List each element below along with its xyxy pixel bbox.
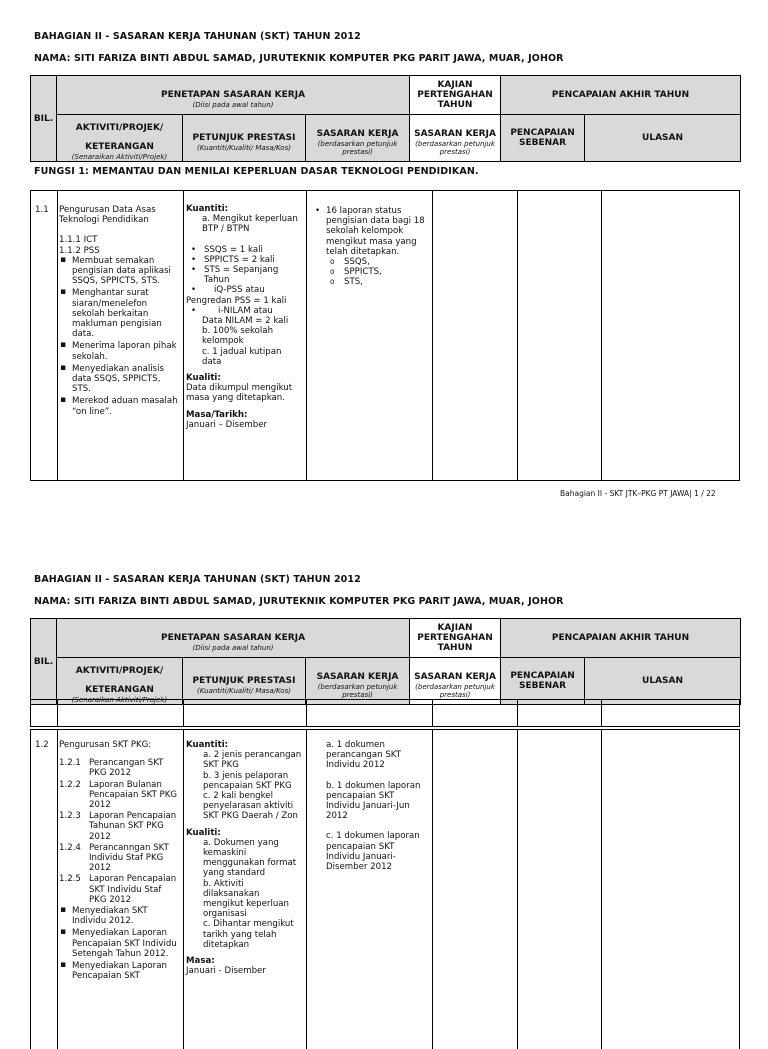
kuantiti-item: b. 3 jenis pelaporan pencapaian SKT PKG [203, 770, 292, 791]
list-item: 1.2.1 Perancangan SKT PKG 2012 [59, 758, 164, 779]
list-item: o STS, [330, 277, 428, 287]
row2-bullet-list [59, 906, 181, 981]
list-item: • SPPICTS = 2 kali [186, 255, 302, 265]
list-item: ▪ Menghantar surat siaran/menelefon sekolah berkaitan makluman pengisian data. [59, 288, 179, 339]
bil-header: BIL. [31, 76, 57, 162]
list-item: 1.2.5 Laporan Pencapaian SKT Individu Staf PKG 2012 [59, 874, 177, 905]
kuantiti-list-2 [186, 285, 302, 295]
list-item: • iQ-PSS atau [186, 285, 302, 295]
list-item: • i-NILAM atau [186, 306, 302, 316]
kuantiti-list-3 [186, 306, 302, 316]
row1-sasaran [310, 206, 428, 288]
list-item: o SSQS, [330, 257, 428, 267]
kuantiti-label: Kuantiti: [186, 204, 229, 214]
pencapaian-sebenar-header: PENCAPAIAN SEBENAR [501, 115, 585, 162]
kuantiti-item: a. 2 jenis perancangan SKT PKG [203, 750, 302, 771]
sasaran-list [310, 206, 428, 288]
penetapan-header: PENETAPAN SASARAN KERJA (Diisi pada awal tahun) [57, 76, 410, 115]
list-item: ▪ Membuat semakan pengisian data aplikasi SSQS, SPPICTS, STS. [59, 256, 179, 287]
row2-numbered-list [59, 758, 181, 905]
kuantiti-item: Pengredan PSS = 1 kali [186, 295, 287, 306]
list-item: ▪ Menyediakan SKT Individu 2012. [59, 906, 181, 926]
page2-header-table [30, 618, 741, 705]
sasaran-header: SASARAN KERJA (berdasarkan petunjuk prestasi) [306, 658, 410, 705]
row1-bullet-list [59, 256, 179, 417]
fungsi-heading: FUNGSI 1: MEMANTAU DAN MENILAI KEPERLUAN DASAR TEKNOLOGI PENDIDIKAN. [34, 166, 479, 177]
ulasan-header: ULASAN [585, 658, 741, 705]
kuantiti-item: b. 100% sekolah kelompok [202, 326, 274, 347]
kualiti-label: Kualiti: [186, 827, 221, 838]
aktiviti-header: AKTIVITI/PROJEK/ KETERANGAN (Senaraikan Aktiviti/Projek) [57, 115, 183, 162]
aktiviti-header: AKTIVITI/PROJEK/ KETERANGAN (Senaraikan Aktiviti/Projek) [57, 658, 183, 705]
sasaran2-header: SASARAN KERJA (berdasarkan petunjuk prestasi) [410, 115, 501, 162]
row2-bil: 1.2 [35, 740, 49, 750]
list-item: ▪ Merekod aduan masalah “on line”. [59, 396, 179, 416]
row2-petunjuk [186, 740, 302, 976]
kualiti-item: a. Dokumen yang kemaskini menggunakan format yang standard [203, 837, 297, 879]
pencapaian-sebenar-header: PENCAPAIAN SEBENAR [501, 658, 585, 705]
kuantiti-list [186, 245, 302, 286]
row1-bil: 1.1 [35, 205, 49, 215]
list-item: 1.2.3 Laporan Pencapaian Tahunan SKT PKG 2012 [59, 811, 177, 842]
kuantiti-item: c. 1 jadual kutipan data [202, 346, 282, 367]
list-item [310, 206, 428, 288]
page1-title: BAHAGIAN II - SASARAN KERJA TAHUNAN (SKT) TAHUN 2012 [34, 31, 361, 42]
kuantiti-item: Data NILAM = 2 kali [202, 316, 289, 327]
pencapaian-akhir-header: PENCAPAIAN AKHIR TAHUN [501, 619, 741, 658]
penetapan-header: PENETAPAN SASARAN KERJA (Diisi pada awal tahun) [57, 619, 410, 658]
list-item: ▪ Menerima laporan pihak sekolah. [59, 341, 179, 361]
masa-text: Januari – Disember [186, 419, 268, 430]
kualiti-label: Kualiti: [186, 373, 221, 384]
sasaran-header: SASARAN KERJA (berdasarkan petunjuk prestasi) [306, 115, 410, 162]
masa-label: Masa: [186, 956, 215, 967]
list-item: ▪ Menyediakan Laporan Pencapaian SKT Individu Setengah Tahun 2012. [59, 928, 181, 959]
row1-sub2: 1.1.2 PSS [59, 245, 100, 256]
kualiti-text: Data dikumpul mengikut masa yang ditetapkan. [186, 383, 293, 404]
list-item: • SSQS = 1 kali [186, 245, 302, 255]
page2-title: BAHAGIAN II - SASARAN KERJA TAHUNAN (SKT) TAHUN 2012 [34, 574, 361, 585]
sasaran-item: c. 1 dokumen laporan pencapaian SKT Individu Januari-Disember 2012 [326, 831, 420, 873]
row2-activity [59, 740, 181, 983]
row1-activity-title: Pengurusan Data Asas Teknologi Pendidikan [59, 205, 156, 226]
list-item: ▪ Menyediakan analisis data SSQS, SPPICTS, STS. [59, 364, 179, 395]
kualiti-item: b. Aktiviti dilaksanakan mengikut keperluan organisasi [203, 878, 289, 920]
petunjuk-header: PETUNJUK PRESTASI (Kuantiti/Kualiti/ Masa/Kos) [183, 115, 306, 162]
bil-header: BIL. [31, 619, 57, 705]
masa-label: Masa/Tarikh: [186, 409, 248, 420]
kuantiti-item: a. Mengikut keperluan BTP / BTPN [202, 214, 298, 235]
kajian-header: KAJIAN PERTENGAHAN TAHUN [410, 619, 501, 658]
pencapaian-akhir-header: PENCAPAIAN AKHIR TAHUN [501, 76, 741, 115]
kualiti-item: c. Dihantar mengikut tarikh yang telah ditetapkan [203, 919, 294, 950]
sasaran2-header: SASARAN KERJA (berdasarkan petunjuk prestasi) [410, 658, 501, 705]
kuantiti-item: c. 2 kali bengkel penyelarasan aktiviti SKT PKG Daerah / Zon [203, 791, 298, 822]
list-item: 1.2.4 Perancanngan SKT Individu Staf PKG 2012 [59, 842, 169, 874]
row2-activity-title: Pengurusan SKT PKG: [59, 740, 152, 750]
page1-header-table [30, 75, 741, 162]
page-footer: Bahagian II - SKT JTK–PKG PT JAWA| 1 / 22 [560, 489, 716, 498]
empty-row [30, 699, 740, 727]
kajian-header: KAJIAN PERTENGAHAN TAHUN [410, 76, 501, 115]
row1-sub1: 1.1.1 ICT [59, 235, 98, 246]
list-item: ▪ Menyediakan Laporan Pencapaian SKT [59, 961, 181, 981]
ulasan-header: ULASAN [585, 115, 741, 162]
petunjuk-header: PETUNJUK PRESTASI (Kuantiti/Kualiti/ Masa/Kos) [183, 658, 306, 705]
list-item: o SPPICTS, [330, 267, 428, 277]
row2-sasaran [326, 740, 426, 872]
masa-text: Januari - Disember [186, 966, 266, 977]
sasaran-item: a. 1 dokumen perancangan SKT Individu 2012 [326, 740, 401, 771]
row1-activity [59, 205, 179, 419]
sasaran-item: b. 1 dokumen laporan pencapaian SKT Individu Januari-Jun 2012 [326, 780, 421, 822]
list-item: • STS = Sepanjang Tahun [186, 265, 302, 285]
page1-nama: NAMA: SITI FARIZA BINTI ABDUL SAMAD, JURUTEKNIK KOMPUTER PKG PARIT JAWA, MUAR, JOHOR [34, 53, 564, 64]
sasaran-text: 16 laporan status pengisian data bagi 18 sekolah kelompok mengikut masa yang telah ditetapkan. [326, 206, 425, 257]
page2-nama: NAMA: SITI FARIZA BINTI ABDUL SAMAD, JURUTEKNIK KOMPUTER PKG PARIT JAWA, MUAR, JOHOR [34, 596, 564, 607]
row1-petunjuk [186, 204, 302, 430]
list-item: 1.2.2 Laporan Bulanan Pencapaian SKT PKG 2012 [59, 779, 178, 811]
kuantiti-label: Kuantiti: [186, 740, 229, 750]
sasaran-sublist [326, 257, 428, 288]
